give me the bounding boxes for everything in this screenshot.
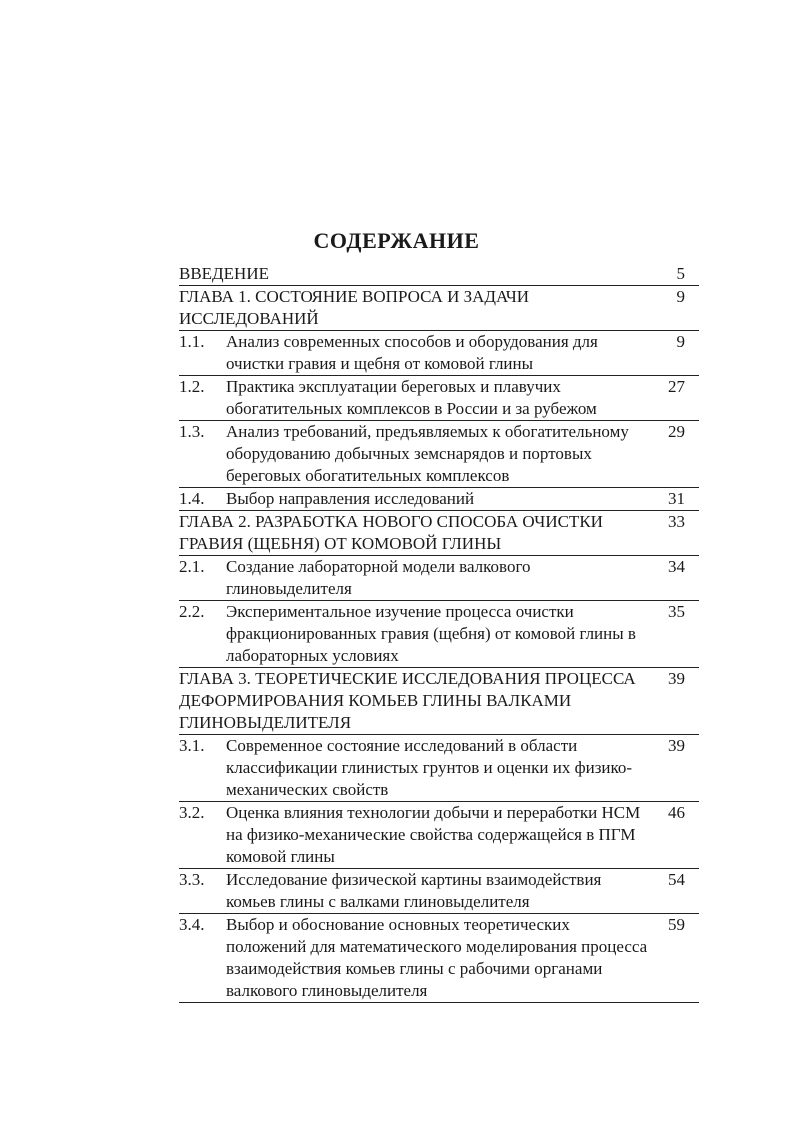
toc-entry-number: 1.3.: [179, 422, 205, 441]
toc-entry-number: 3.2.: [179, 803, 205, 822]
toc-entry: [179, 421, 699, 488]
table-of-contents: [179, 263, 699, 1003]
toc-entry-title: Анализ современных способов и оборудования для очистки гравия и щебня от комовой глины: [226, 332, 598, 373]
toc-entry-number: 3.1.: [179, 736, 205, 755]
toc-entry-title: ГЛАВА 3. ТЕОРЕТИЧЕСКИЕ ИССЛЕДОВАНИЯ ПРОЦЕССА ДЕФОРМИРОВАНИЯ КОМЬЕВ ГЛИНЫ ВАЛКАМИ ГЛИНОВЫДЕЛИТЕЛЯ: [179, 669, 636, 732]
toc-entry: [179, 511, 699, 556]
toc-entry-title: Современное состояние исследований в области классификации глинистых грунтов и оценки их физико-механических свойств: [226, 736, 633, 799]
toc-entry-page: 59: [668, 915, 685, 934]
toc-entry-page: 27: [668, 377, 685, 396]
toc-entry-number: 2.1.: [179, 557, 205, 576]
toc-entry-title: Оценка влияния технологии добычи и переработки НСМ на физико-механические свойства содержащейся в ПГМ комовой глины: [226, 803, 641, 866]
toc-entry-number: 1.1.: [179, 332, 205, 351]
toc-entry: [179, 802, 699, 869]
toc-entry-page: 39: [668, 736, 685, 755]
toc-entry: [179, 556, 699, 601]
toc-entry-title: Выбор и обоснование основных теоретических положений для математического моделирования процесса взаимодействия комьев глины с рабочими органами валкового глиновыделителя: [226, 915, 648, 1000]
toc-entry-title: Практика эксплуатации береговых и плавучих обогатительных комплексов в России и за рубежом: [226, 377, 597, 418]
toc-entry: [179, 601, 699, 668]
toc-entry: [179, 376, 699, 421]
toc-entry-page: 29: [668, 422, 685, 441]
toc-entry-title: Создание лабораторной модели валкового глиновыделителя: [226, 557, 531, 598]
toc-entry-title: ВВЕДЕНИЕ: [179, 264, 269, 283]
toc-entry-number: 2.2.: [179, 602, 205, 621]
toc-entry: [179, 286, 699, 331]
toc-entry-page: 33: [668, 512, 685, 531]
toc-entry-page: 46: [668, 803, 685, 822]
toc-entry-title: ГЛАВА 2. РАЗРАБОТКА НОВОГО СПОСОБА ОЧИСТКИ ГРАВИЯ (ЩЕБНЯ) ОТ КОМОВОЙ ГЛИНЫ: [179, 512, 603, 553]
toc-entry: [179, 488, 699, 511]
toc-entry: [179, 331, 699, 376]
page-title: СОДЕРЖАНИЕ: [313, 228, 480, 253]
toc-entry-number: 1.2.: [179, 377, 205, 396]
toc-entry-number: 1.4.: [179, 489, 205, 508]
toc-entry-title: Выбор направления исследований: [226, 489, 475, 508]
toc-entry: [179, 263, 699, 286]
toc-entry-number: 3.4.: [179, 915, 205, 934]
toc-entry-title: Экспериментальное изучение процесса очистки фракционированных гравия (щебня) от комовой глины в лабораторных условиях: [226, 602, 636, 665]
toc-entry-number: 3.3.: [179, 870, 205, 889]
toc-entry: [179, 668, 699, 735]
toc-entry-page: 39: [668, 669, 685, 688]
toc-entry-page: 34: [668, 557, 685, 576]
toc-entry-page: 5: [676, 264, 685, 283]
toc-entry-page: 9: [676, 287, 685, 306]
toc-entry: [179, 735, 699, 802]
toc-entry-page: 35: [668, 602, 685, 621]
toc-entry-title: Анализ требований, предъявляемых к обогатительному оборудованию добычных земснарядов и портовых береговых обогатительных комплексов: [226, 422, 629, 485]
toc-entry: [179, 869, 699, 914]
toc-entry-page: 31: [668, 489, 685, 508]
toc-entry-title: Исследование физической картины взаимодействия комьев глины с валками глиновыделителя: [226, 870, 602, 911]
toc-entry-title: ГЛАВА 1. СОСТОЯНИЕ ВОПРОСА И ЗАДАЧИ ИССЛЕДОВАНИЙ: [179, 287, 530, 328]
toc-entry: [179, 914, 699, 1003]
toc-entry-page: 9: [676, 332, 685, 351]
toc-entry-page: 54: [668, 870, 685, 889]
